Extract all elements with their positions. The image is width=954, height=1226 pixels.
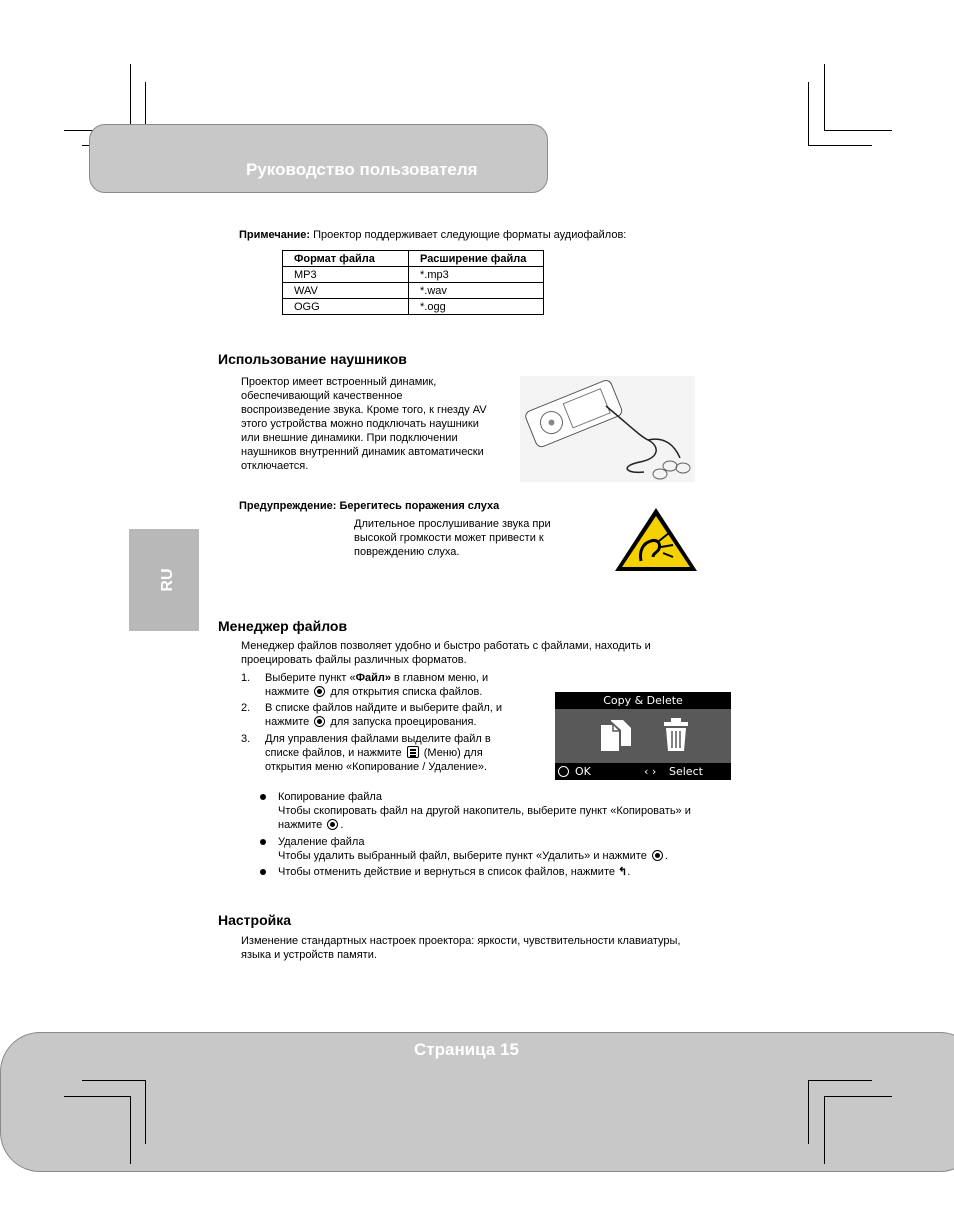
file-manager-intro xyxy=(241,639,651,667)
text-line: нажмите xyxy=(265,716,313,728)
table-cell: *.ogg xyxy=(409,299,544,315)
text-line: нажмите xyxy=(265,686,313,698)
header-tab xyxy=(89,124,548,193)
screen-title: Copy & Delete xyxy=(555,692,731,709)
ok-button-icon xyxy=(652,850,663,861)
table-row xyxy=(283,267,544,283)
text-line: проецировать файлы различных форматов. xyxy=(241,654,467,666)
step-number: 2. xyxy=(241,702,251,714)
crop-mark xyxy=(130,1096,131,1164)
text-line: воспроизведение звука. Кроме того, к гнезду AV xyxy=(241,404,487,416)
crop-mark xyxy=(824,130,892,131)
text-line: для запуска проецирования. xyxy=(327,716,477,728)
table-header: Расширение файла xyxy=(409,251,544,267)
text-line: наушников внутренний динамик автоматически xyxy=(241,446,484,458)
player-headphones-illustration xyxy=(520,376,695,482)
note-text: Проектор поддерживает следующие форматы аудиофайлов: xyxy=(310,229,627,241)
back-icon: ↰ xyxy=(618,866,628,878)
crop-mark xyxy=(145,1080,146,1144)
text-line: этого устройства можно подключать наушники xyxy=(241,418,479,430)
text-line: Копирование файла xyxy=(278,791,382,803)
crop-mark xyxy=(808,1080,872,1081)
text-line: высокой громкости может привести к xyxy=(354,532,544,544)
ok-button-icon xyxy=(314,716,325,727)
text-line: списке файлов, и нажмите xyxy=(265,747,405,759)
language-tab-label: RU xyxy=(159,568,176,592)
menu-item-name: Файл» xyxy=(355,672,391,684)
crop-mark xyxy=(824,64,825,130)
crop-mark xyxy=(808,145,872,146)
crop-mark xyxy=(808,1080,809,1144)
text-line: обеспечивающий качественное xyxy=(241,390,403,402)
text-line: В списке файлов найдите и выберите файл, и xyxy=(265,702,503,714)
section-title-file-manager: Менеджер файлов xyxy=(218,618,348,634)
table-row xyxy=(283,299,544,315)
step-3 xyxy=(265,732,491,774)
bullet-icon xyxy=(260,794,266,800)
ok-button-icon xyxy=(327,819,338,830)
table-header-row xyxy=(283,251,544,267)
crop-mark xyxy=(82,1080,146,1081)
page-number: Страница 15 xyxy=(414,1040,519,1059)
text-line: Изменение стандартных настроек проектора: яркости, чувствительности клавиатуры, xyxy=(241,935,681,947)
step-2 xyxy=(265,701,502,729)
text-line: Чтобы отменить действие и вернуться в список файлов, нажмите xyxy=(278,866,619,878)
table-cell: *.wav xyxy=(409,283,544,299)
formats-table xyxy=(282,250,544,315)
text-line: Менеджер файлов позволяет удобно и быстро работать с файлами, находить и xyxy=(241,640,651,652)
note-label: Примечание: xyxy=(239,229,311,241)
text-line: или внешние динамики. При подключении xyxy=(241,432,458,444)
section-title-settings: Настройка xyxy=(218,912,292,928)
hearing-warning-icon xyxy=(613,505,699,573)
table-row xyxy=(283,283,544,299)
table-cell: OGG xyxy=(283,299,409,315)
step-number: 1. xyxy=(241,672,251,684)
step-number: 3. xyxy=(241,733,251,745)
arrows-icon: ‹ › xyxy=(644,765,657,778)
text-line: Удаление файла xyxy=(278,836,365,848)
bullet-icon xyxy=(260,839,266,845)
ok-label: OK xyxy=(575,765,591,778)
select-label: Select xyxy=(669,765,703,778)
bullet-cancel: Чтобы отменить действие и вернуться в список файлов, нажмите ↰. xyxy=(278,866,631,878)
settings-text xyxy=(241,934,681,962)
crop-mark xyxy=(130,64,131,130)
delete-trash-icon[interactable] xyxy=(663,718,689,752)
warning-text xyxy=(354,517,551,559)
table-cell: MP3 xyxy=(283,267,409,283)
text-line: для открытия списка файлов. xyxy=(327,686,483,698)
text-line: Чтобы удалить выбранный файл, выберите пункт «Удалить» и нажмите xyxy=(278,850,650,862)
copy-delete-screen xyxy=(555,692,731,780)
text-line: в главном меню, и xyxy=(390,672,489,684)
text-line: открытия меню «Копирование / Удаление». xyxy=(265,761,488,773)
table-cell: *.mp3 xyxy=(409,267,544,283)
text-line: Для управления файлами выделите файл в xyxy=(265,733,491,745)
bullet-icon xyxy=(260,869,266,875)
crop-mark xyxy=(808,82,809,146)
crop-mark xyxy=(824,1096,825,1164)
text-line: Выберите пункт « xyxy=(265,672,356,684)
text-line: Длительное прослушивание звука при xyxy=(354,518,551,530)
text-line: (Меню) для xyxy=(420,747,483,759)
bullet-delete: Удаление файла Чтобы удалить выбранный файл, выберите пункт «Удалить» и нажмите . xyxy=(278,836,668,862)
table-cell: WAV xyxy=(283,283,409,299)
text-line: языка и устройств памяти. xyxy=(241,949,377,961)
text-line: отключается. xyxy=(241,460,309,472)
section-title-headphones: Использование наушников xyxy=(218,351,407,367)
headphones-text xyxy=(241,375,487,473)
step-1 xyxy=(265,671,488,699)
ok-button-icon xyxy=(314,686,325,697)
crop-mark xyxy=(824,1096,892,1097)
bullet-copy: Копирование файла Чтобы скопировать файл на другой накопитель, выберите пункт «Копировать» и нажмите . xyxy=(278,791,691,831)
ok-icon xyxy=(558,766,569,777)
text-line: повреждению слуха. xyxy=(354,546,460,558)
table-header: Формат файла xyxy=(283,251,409,267)
copy-icon[interactable] xyxy=(599,719,633,753)
text-line: Проектор имеет встроенный динамик, xyxy=(241,376,437,388)
warning-title: Предупреждение: Берегитесь поражения слуха xyxy=(239,500,500,512)
text-line: Чтобы скопировать файл на другой накопитель, выберите пункт «Копировать» и xyxy=(278,805,691,817)
note xyxy=(239,228,626,242)
screen-bottom-bar xyxy=(555,763,731,780)
crop-mark xyxy=(64,1096,130,1097)
page-title: Руководство пользователя xyxy=(246,160,478,179)
text-line: нажмите xyxy=(278,819,326,831)
menu-button-icon xyxy=(407,746,419,758)
